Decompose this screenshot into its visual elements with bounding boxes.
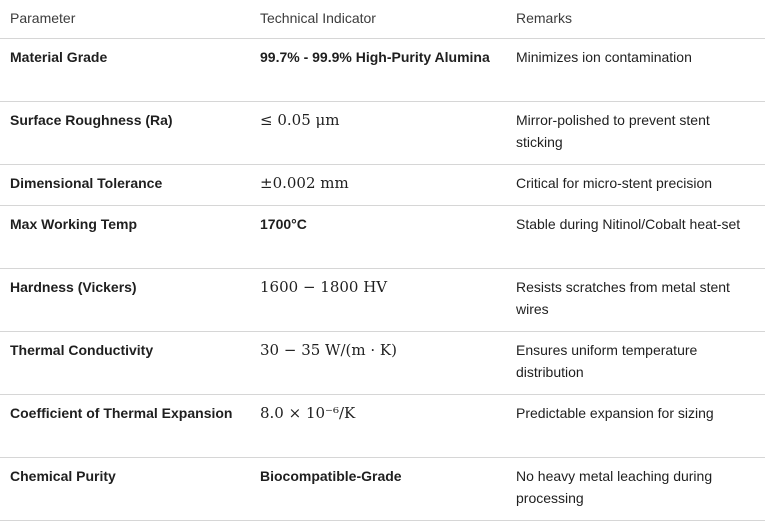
parameter-cell: Thermal Conductivity bbox=[0, 332, 250, 395]
parameter-cell: Hardness (Vickers) bbox=[0, 269, 250, 332]
remark-cell: Resists scratches from metal stent wires bbox=[506, 269, 765, 332]
remark-cell: Ensures uniform temperature distribution bbox=[506, 332, 765, 395]
table-row bbox=[0, 332, 765, 395]
remark-cell: Predictable expansion for sizing bbox=[506, 395, 765, 458]
indicator-cell: 8.0 × 10⁻⁶/K bbox=[250, 395, 506, 458]
remark-cell: Stable during Nitinol/Cobalt heat-set bbox=[506, 206, 765, 269]
remark-cell: Minimizes ion contamination bbox=[506, 39, 765, 102]
table-header-row bbox=[0, 0, 765, 39]
table-row bbox=[0, 395, 765, 458]
header-technical-indicator: Technical Indicator bbox=[250, 0, 506, 39]
table-row bbox=[0, 458, 765, 521]
indicator-cell: Biocompatible-Grade bbox=[250, 458, 506, 521]
header-remarks: Remarks bbox=[506, 0, 765, 39]
table-row bbox=[0, 102, 765, 165]
parameter-cell: Dimensional Tolerance bbox=[0, 165, 250, 206]
table-row bbox=[0, 39, 765, 102]
indicator-cell: ≤ 0.05 μm bbox=[250, 102, 506, 165]
parameter-cell: Material Grade bbox=[0, 39, 250, 102]
header-parameter: Parameter bbox=[0, 0, 250, 39]
indicator-cell: 1700°C bbox=[250, 206, 506, 269]
table-row bbox=[0, 269, 765, 332]
indicator-cell: 1600 − 1800 HV bbox=[250, 269, 506, 332]
indicator-cell: 30 − 35 W/(m · K) bbox=[250, 332, 506, 395]
indicator-cell: 99.7% - 99.9% High-Purity Alumina bbox=[250, 39, 506, 102]
indicator-cell: ±0.002 mm bbox=[250, 165, 506, 206]
parameter-cell: Surface Roughness (Ra) bbox=[0, 102, 250, 165]
table-row bbox=[0, 206, 765, 269]
table-row bbox=[0, 165, 765, 206]
parameter-cell: Max Working Temp bbox=[0, 206, 250, 269]
remark-cell: Mirror-polished to prevent stent sticking bbox=[506, 102, 765, 165]
remark-cell: Critical for micro-stent precision bbox=[506, 165, 765, 206]
parameter-cell: Coefficient of Thermal Expansion bbox=[0, 395, 250, 458]
remark-cell: No heavy metal leaching during processing bbox=[506, 458, 765, 521]
parameter-cell: Chemical Purity bbox=[0, 458, 250, 521]
